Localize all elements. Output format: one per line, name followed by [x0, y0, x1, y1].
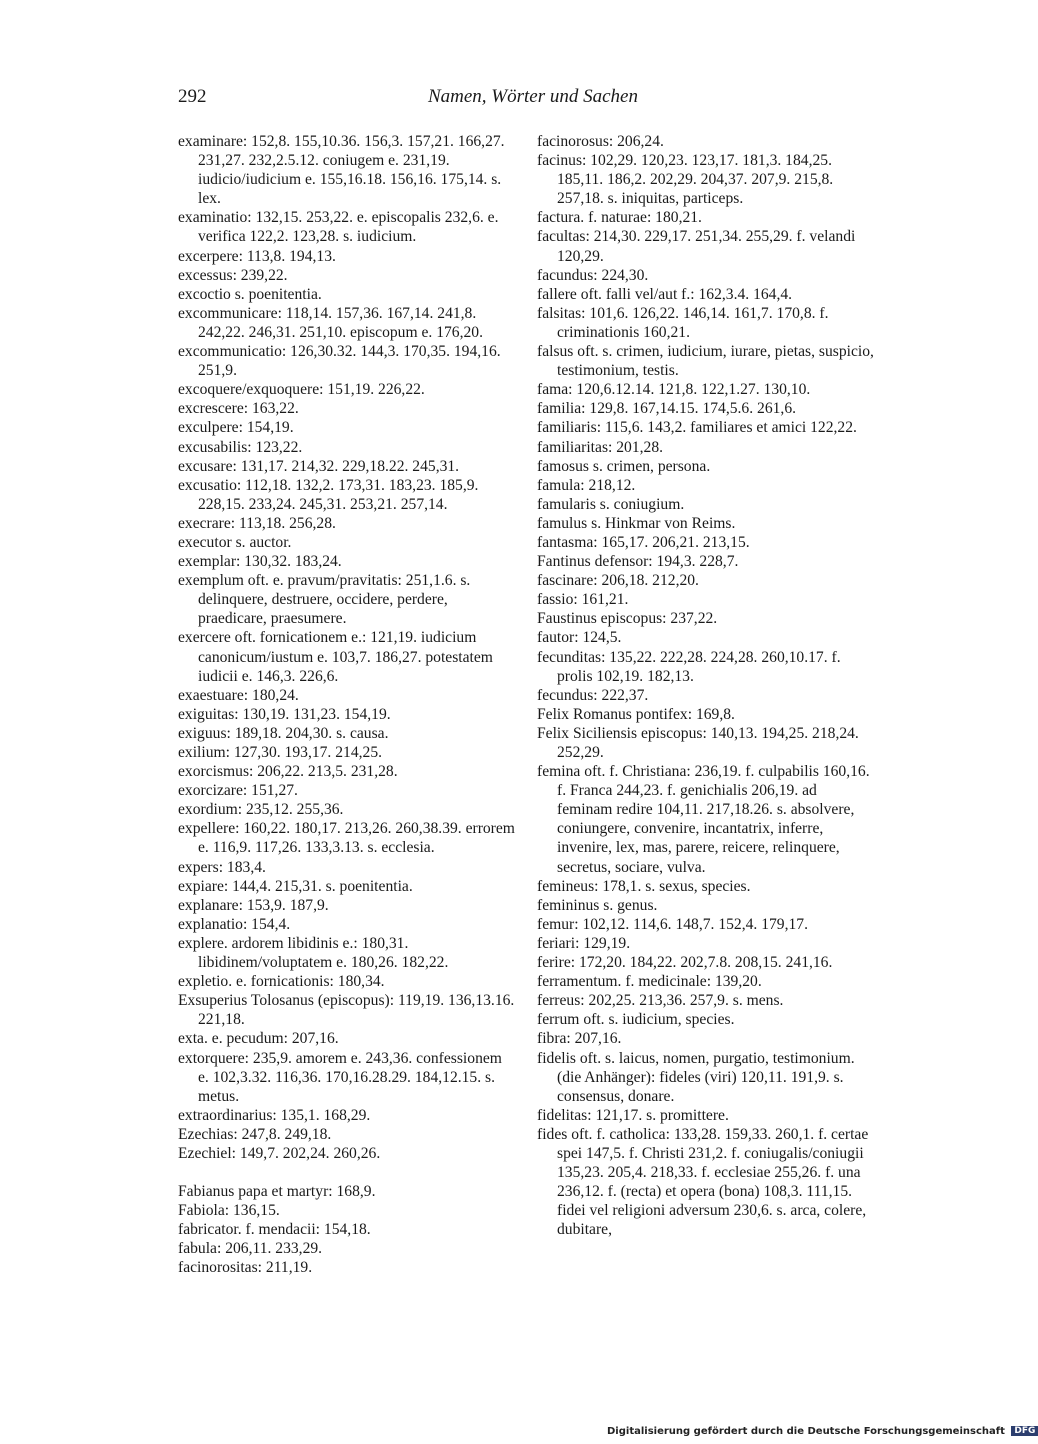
index-entry: fabricator. f. mendacii: 154,18.: [178, 1221, 371, 1239]
index-entry: familiaritas: 201,28.: [537, 438, 664, 456]
index-entry: examinatio: 132,15. 253,22. e. episcopalis 232,6. e. verifica 122,2. 123,28. s. iudicium.: [178, 209, 499, 246]
index-entry: fecunditas: 135,22. 222,28. 224,28. 260,10.17. f. prolis 102,19. 182,13.: [537, 648, 841, 685]
index-entry: famula: 218,12.: [537, 476, 636, 494]
index-entry: ferramentum. f. medicinale: 139,20.: [537, 973, 762, 991]
index-entry: excoquere/exquoquere: 151,19. 226,22.: [178, 381, 425, 399]
index-entry: exiguitas: 130,19. 131,23. 154,19.: [178, 705, 391, 723]
page-header: [178, 86, 638, 114]
index-column-right: [537, 132, 875, 1239]
index-entry: explanatio: 154,4.: [178, 915, 291, 933]
running-title: Namen, Wörter und Sachen: [427, 86, 638, 107]
index-entry: fides oft. f. catholica: 133,28. 159,33. 260,1. f. certae spei 147,5. f. Christi 231,2. f. coniugalis/coniugii 135,23. 205,4. 218,33. f. ecclesiae 255,26. f. una 236,12. f. (recta) et opera (bona) 108,3. 111,15. fidei vel religioni adversum 230,6. s. arca, colere, dubitare,: [537, 1125, 869, 1239]
page-number: 292: [178, 86, 207, 107]
index-entry: excessus: 239,22.: [178, 266, 288, 284]
index-entry: fautor: 124,5.: [537, 629, 622, 647]
index-entry: extraordinarius: 135,1. 168,29.: [178, 1106, 371, 1124]
index-entry: Exsuperius Tolosanus (episcopus): 119,19. 136,13.16. 221,18.: [178, 992, 515, 1029]
index-entry: exculpere: 154,19.: [178, 419, 294, 437]
index-entry: expers: 183,4.: [178, 858, 266, 876]
index-entry: exorcizare: 151,27.: [178, 782, 298, 800]
index-entry: expletio. e. fornicationis: 180,34.: [178, 973, 385, 991]
index-entry: fama: 120,6.12.14. 121,8. 122,1.27. 130,10.: [537, 381, 811, 399]
index-entry: facundus: 224,30.: [537, 266, 649, 284]
index-entry: femininus s. genus.: [537, 896, 658, 914]
index-entry: explere. ardorem libidinis e.: 180,31. libidinem/voluptatem e. 180,26. 182,22.: [178, 934, 449, 972]
index-entry: executor s. auctor.: [178, 533, 292, 551]
index-entry: excrescere: 163,22.: [178, 400, 299, 418]
index-entry: falsitas: 101,6. 126,22. 146,14. 161,7. 170,8. f. criminationis 160,21.: [537, 304, 829, 341]
index-entry: exta. e. pecudum: 207,16.: [178, 1030, 339, 1048]
index-entry: femineus: 178,1. s. sexus, species.: [537, 877, 751, 895]
index-column-left: [178, 132, 516, 1278]
index-entry: exemplar: 130,32. 183,24.: [178, 553, 342, 571]
index-entry: falsus oft. s. crimen, iudicium, iurare, pietas, suspicio, testimonium, testis.: [537, 343, 874, 380]
index-entry: fecundus: 222,37.: [537, 686, 649, 704]
index-entry: familiaris: 115,6. 143,2. familiares et amici 122,22.: [537, 419, 857, 437]
funding-note: Digitalisierung gefördert durch die Deutsche Forschungsgemeinschaft: [607, 1426, 1005, 1437]
index-entry: fallere oft. falli vel/aut f.: 162,3.4. 164,4.: [537, 285, 793, 303]
index-entry: Felix Siciliensis episcopus: 140,13. 194,25. 218,24. 252,29.: [537, 724, 859, 761]
index-entry: ferreus: 202,25. 213,36. 257,9. s. mens.: [537, 992, 784, 1010]
index-entry: exilium: 127,30. 193,17. 214,25.: [178, 744, 383, 761]
index-entry: Fantinus defensor: 194,3. 228,7.: [537, 553, 739, 571]
index-entry: fassio: 161,21.: [537, 591, 629, 609]
index-entry: expiare: 144,4. 215,31. s. poenitentia.: [178, 877, 413, 895]
index-entry: Felix Romanus pontifex: 169,8.: [537, 705, 735, 723]
index-entry: facultas: 214,30. 229,17. 251,34. 255,29. f. velandi 120,29.: [537, 228, 856, 265]
index-entry: excusatio: 112,18. 132,2. 173,31. 183,23. 185,9. 228,15. 233,24. 245,31. 253,21. 257,14.: [178, 476, 479, 513]
index-entry: exorcismus: 206,22. 213,5. 231,28.: [178, 763, 398, 781]
index-entry: excoctio s. poenitentia.: [178, 285, 322, 303]
dfg-logo: DFG: [1011, 1426, 1038, 1436]
index-entry: facinorositas: 211,19.: [178, 1259, 313, 1277]
index-entry: Faustinus episcopus: 237,22.: [537, 610, 718, 628]
index-entry: Ezechias: 247,8. 249,18.: [178, 1125, 332, 1143]
index-entry: facinus: 102,29. 120,23. 123,17. 181,3. 184,25. 185,11. 186,2. 202,29. 204,37. 207,9. 215,8. 257,18. s. iniquitas, particeps.: [537, 152, 834, 208]
index-entry: exemplum oft. e. pravum/pravitatis: 251,1.6. s. delinquere, destruere, occidere, perdere, praedicare, praesumere.: [178, 572, 471, 628]
index-entry: Fabianus papa et martyr: 168,9.: [178, 1183, 376, 1201]
index-entry: execrare: 113,18. 256,28.: [178, 514, 336, 532]
index-entry: ferrum oft. s. iudicium, species.: [537, 1011, 735, 1029]
letter-group-spacer: [178, 1163, 516, 1182]
index-entry: fidelitas: 121,17. s. promittere.: [537, 1106, 729, 1124]
index-entry: fascinare: 206,18. 212,20.: [537, 572, 699, 590]
index-entry: famularis s. coniugium.: [537, 495, 685, 513]
index-entry: familia: 129,8. 167,14.15. 174,5.6. 261,6.: [537, 400, 797, 418]
index-entry: expellere: 160,22. 180,17. 213,26. 260,38.39. errorem e. 116,9. 117,26. 133,3.13. s. ecclesia.: [178, 820, 515, 857]
index-entry: excusare: 131,17. 214,32. 229,18.22. 245,31.: [178, 457, 460, 475]
index-entry: exordium: 235,12. 255,36.: [178, 801, 344, 819]
index-entry: excommunicare: 118,14. 157,36. 167,14. 241,8. 242,22. 246,31. 251,10. episcopum e. 176,20.: [178, 304, 483, 341]
index-entry: factura. f. naturae: 180,21.: [537, 209, 702, 227]
index-entry: explanare: 153,9. 187,9.: [178, 896, 329, 914]
index-entry: exercere oft. fornicationem e.: 121,19. iudicium canonicum/iustum e. 103,7. 186,27. potestatem iudicii e. 146,3. 226,6.: [178, 629, 493, 685]
index-entry: excusabilis: 123,22.: [178, 438, 303, 456]
index-entry: feriari: 129,19.: [537, 934, 631, 952]
index-entry: Fabiola: 136,15.: [178, 1202, 280, 1220]
index-entry: fantasma: 165,17. 206,21. 213,15.: [537, 533, 750, 551]
index-entry: exaestuare: 180,24.: [178, 686, 299, 704]
index-entry: fibra: 207,16.: [537, 1030, 622, 1048]
index-entry: famulus s. Hinkmar von Reims.: [537, 514, 736, 532]
index-entry: femur: 102,12. 114,6. 148,7. 152,4. 179,17.: [537, 915, 808, 933]
funding-footer: [607, 1426, 1038, 1444]
index-entry: excommunicatio: 126,30.32. 144,3. 170,35. 194,16. 251,9.: [178, 343, 501, 380]
index-entry: exiguus: 189,18. 204,30. s. causa.: [178, 724, 389, 742]
index-entry: examinare: 152,8. 155,10.36. 156,3. 157,21. 166,27. 231,27. 232,2.5.12. coniugem e. 231,19. iudicio/iudicium e. 155,16.18. 156,16. 175,14. s. lex.: [178, 133, 505, 208]
index-entry: fabula: 206,11. 233,29.: [178, 1240, 323, 1258]
index-entry: ferire: 172,20. 184,22. 202,7.8. 208,15. 241,16.: [537, 954, 833, 972]
index-entry: Ezechiel: 149,7. 202,24. 260,26.: [178, 1144, 381, 1162]
index-entry: facinorosus: 206,24.: [537, 133, 664, 150]
index-entry: fidelis oft. s. laicus, nomen, purgatio, testimonium. (die Anhänger): fideles (viri) 120,11. 191,9. s. consensus, donare.: [537, 1049, 855, 1105]
index-entry: extorquere: 235,9. amorem e. 243,36. confessionem e. 102,3.32. 116,36. 170,16.28.29. 184,12.15. s. metus.: [178, 1049, 502, 1105]
index-entry: famosus s. crimen, persona.: [537, 457, 711, 475]
index-entry: excerpere: 113,8. 194,13.: [178, 247, 336, 265]
index-entry: femina oft. f. Christiana: 236,19. f. culpabilis 160,16. f. Franca 244,23. f. genichialis 206,19. ad feminam redire 104,11. 217,18.26. s. absolvere, coniungere, convenire, incantatrix, inferre, invenire, lex, mas, parere, reicere, relinquere, secretus, sociare, vulva.: [537, 763, 870, 876]
